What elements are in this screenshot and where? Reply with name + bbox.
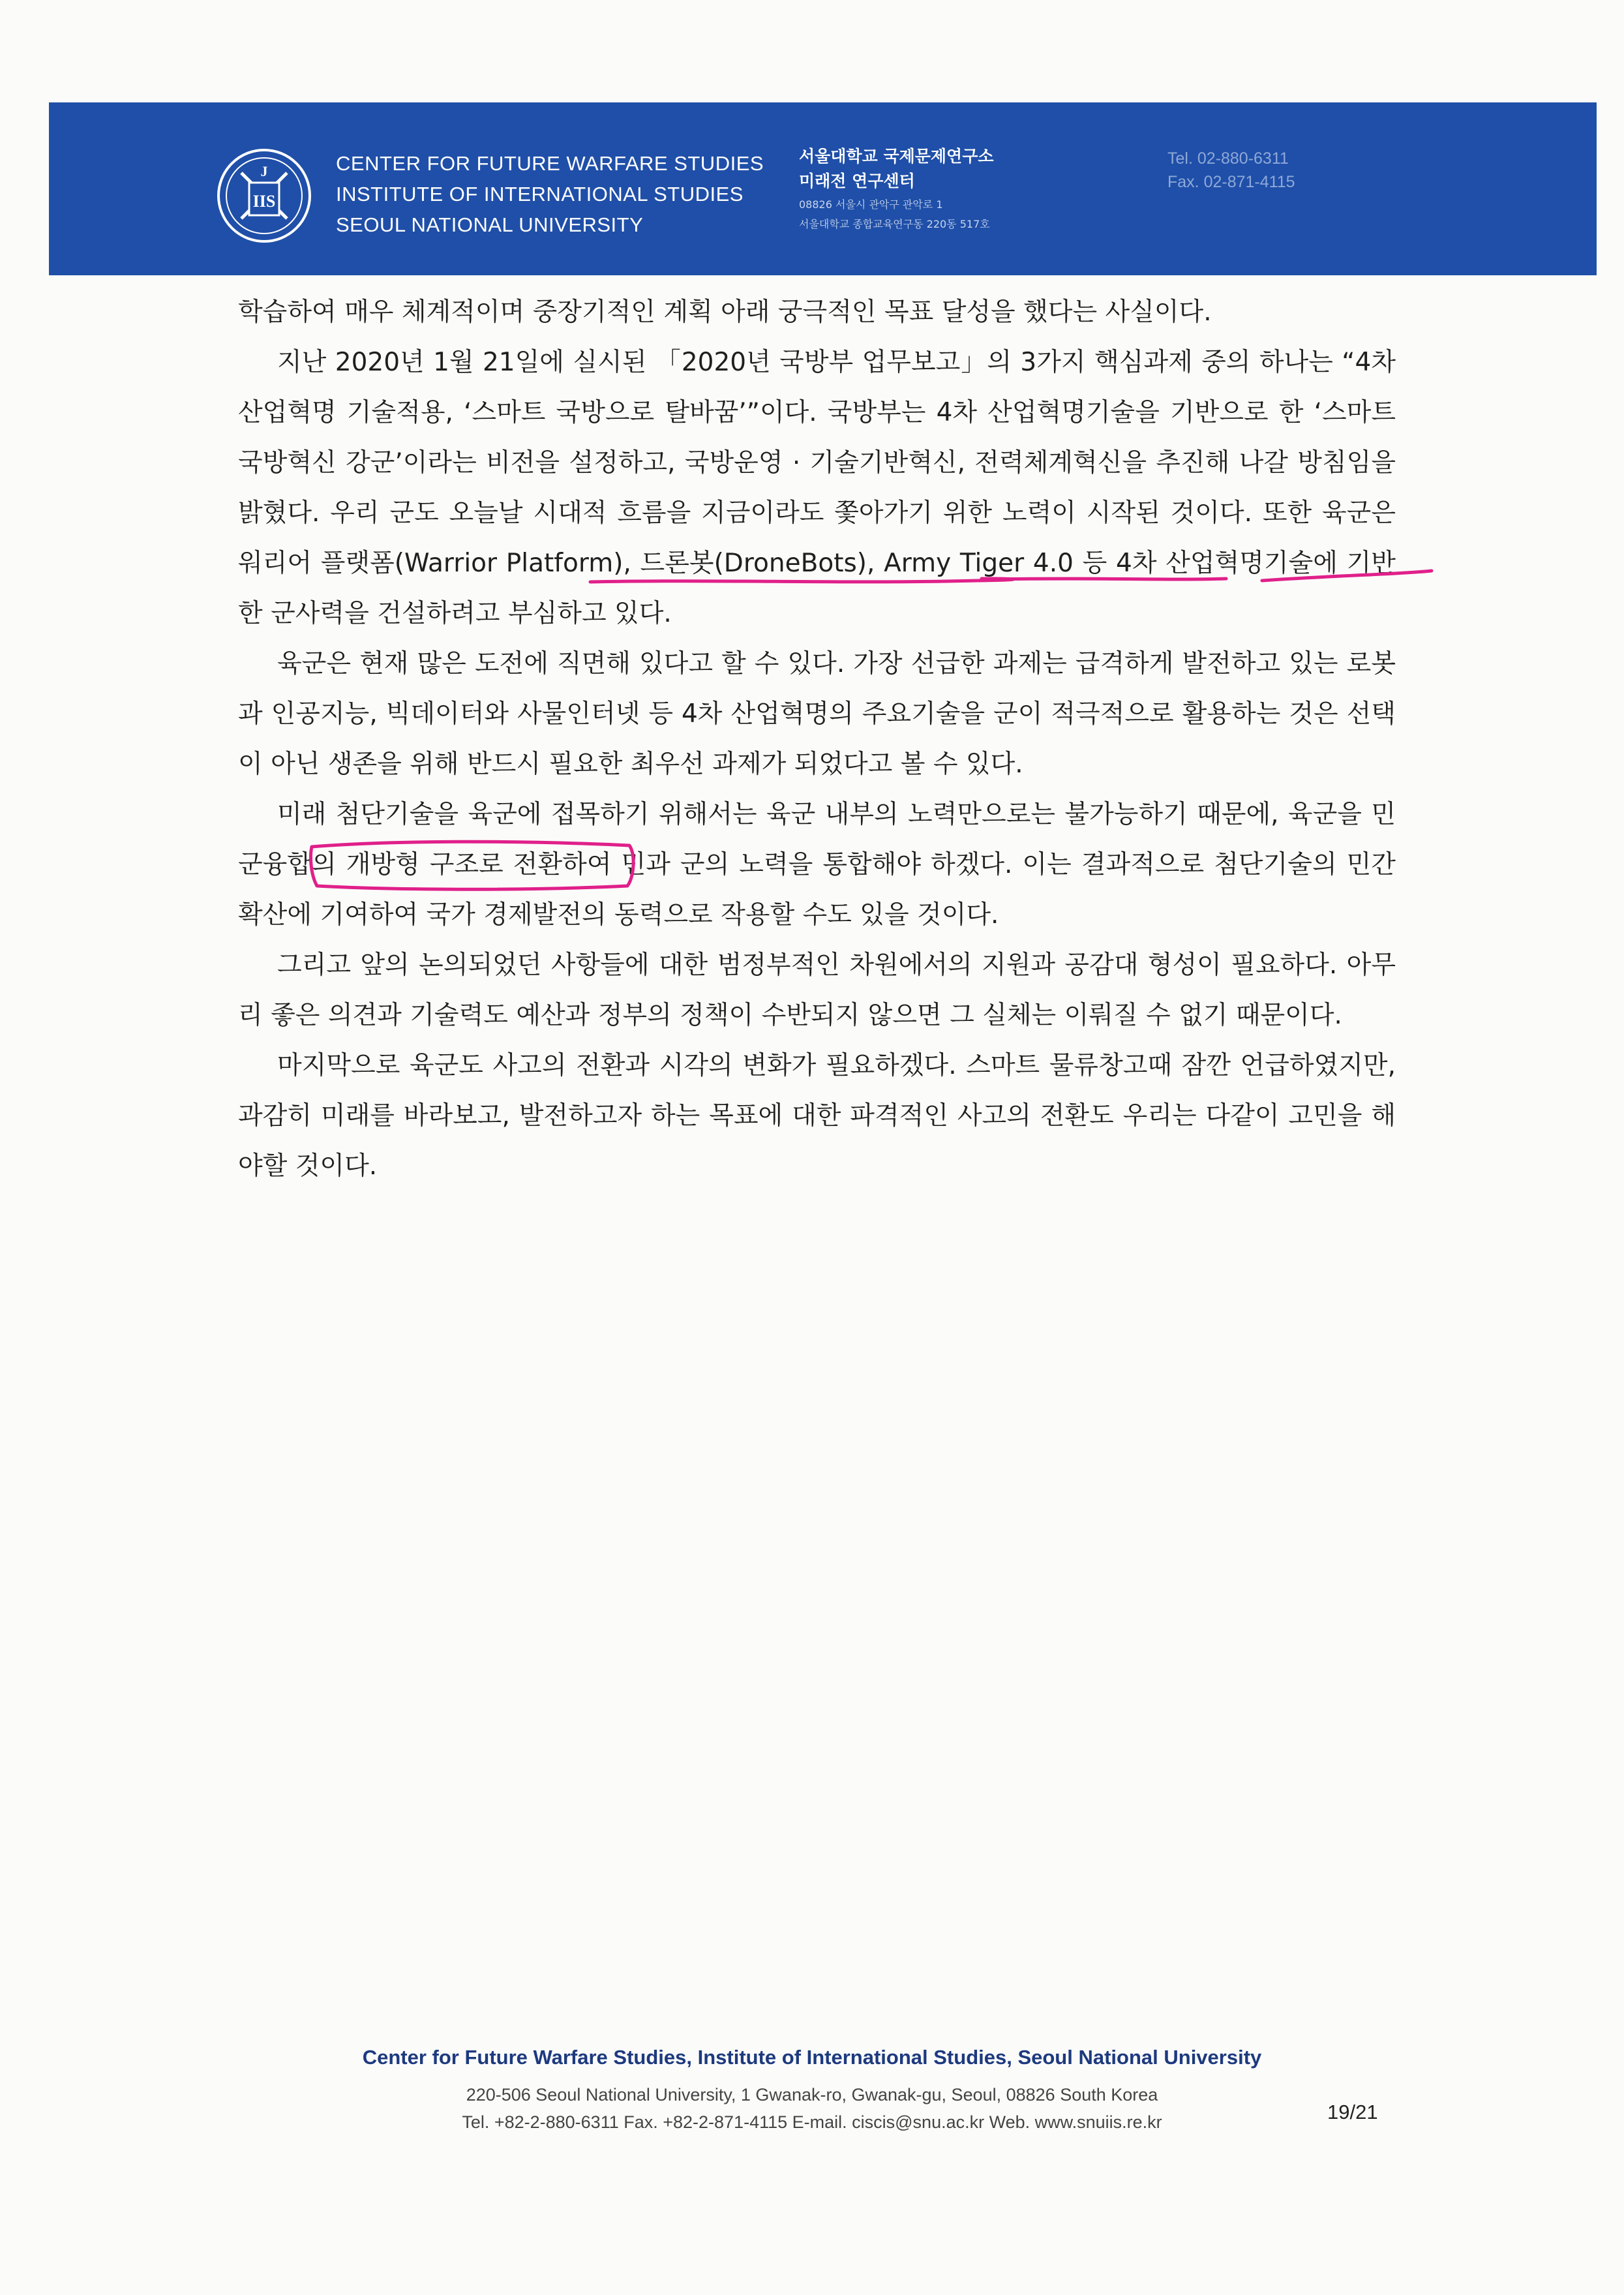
footer-address: 220-506 Seoul National University, 1 Gwanak-ro, Gwanak-gu, Seoul, 08826 South Korea [466,2085,1158,2105]
svg-text:J: J [260,163,268,179]
footer-title: Center for Future Warfare Studies, Institute of International Studies, Seoul National University [362,2046,1262,2069]
paragraph-6: 마지막으로 육군도 사고의 전환과 시각의 변화가 필요하겠다. 스마트 물류창고때 잠깐 언급하였지만, 과감히 미래를 바라보고, 발전하고자 하는 목표에 대한 파격적인 사고의 전환도 우리는 다같이 고민을 해야할 것이다. [238,1051,1396,1181]
university-seal-logo [215,147,313,245]
paragraph-3: 육군은 현재 많은 도전에 직면해 있다고 할 수 있다. 가장 선급한 과제는 급격하게 발전하고 있는 로봇과 인공지능, 빅데이터와 사물인터넷 등 4차 산업혁명의 주요기술을 군이 적극적으로 활용하는 것은 선택이 아닌 생존을 위해 반드시 필요한 최우선 과제가 되었다고 볼 수 있다. [238,649,1396,779]
document-body [238,287,1396,1191]
letterhead-footer [0,2042,1624,2136]
svg-text:IIS: IIS [252,192,276,211]
paragraph-1: 학습하여 매우 체계적이며 중장기적인 계획 아래 궁극적인 목표 달성을 했다는 사실이다. [238,297,1212,327]
paragraph-4: 미래 첨단기술을 육군에 접목하기 위해서는 육군 내부의 노력만으로는 불가능하기 때문에, 육군을 민군융합의 개방형 구조로 전환하여 민과 군의 노력을 통합해야 하겠다. 이는 결과적으로 첨단기술의 민간 확산에 기여하여 국가 경제발전의 동력으로 작용할 수도 있을 것이다. [238,800,1396,930]
page-number: 19/21 [1327,2101,1378,2123]
kr-line-1: 서울대학교 국제문제연구소 [799,147,994,166]
kr-line-2: 미래전 연구센터 [799,172,915,190]
header-tel: Tel. 02-880-6311 [1167,149,1289,168]
en-line-3: SEOUL NATIONAL UNIVERSITY [336,213,644,236]
kr-address-1: 08826 서울시 관악구 관악로 1 [799,198,943,211]
header-fax: Fax. 02-871-4115 [1167,173,1295,191]
header-contact [1167,147,1295,194]
en-line-2: INSTITUTE OF INTERNATIONAL STUDIES [336,183,744,205]
letterhead-banner [49,102,1597,275]
en-line-1: CENTER FOR FUTURE WARFARE STUDIES [336,152,764,175]
paragraph-5: 그리고 앞의 논의되었던 사항들에 대한 범정부적인 차원에서의 지원과 공감대 형성이 필요하다. 아무리 좋은 의견과 기술력도 예산과 정부의 정책이 수반되지 않으면 그 실체는 이뤄질 수 없기 때문이다. [238,950,1396,1030]
kr-address-2: 서울대학교 종합교육연구동 220동 517호 [799,218,990,230]
footer-contact: Tel. +82-2-880-6311 Fax. +82-2-871-4115 E-mail. ciscis@snu.ac.kr Web. www.snuiis.re.kr [462,2112,1162,2132]
institution-name-english [336,148,764,240]
institution-name-korean [799,144,994,233]
paragraph-2: 지난 2020년 1월 21일에 실시된 「2020년 국방부 업무보고」의 3가지 핵심과제 중의 하나는 “4차 산업혁명 기술적용, ‘스마트 국방으로 탈바꿈’”이다. 국방부는 4차 산업혁명기술을 기반으로 한 ‘스마트 국방혁신 강군’이라는 비전을 설정하고, 국방운영 · 기술기반혁신, 전력체계혁신을 추진해 나갈 방침임을 밝혔다. 우리 군도 오늘날 시대적 흐름을 지금이라도 쫓아가기 위한 노력이 시작된 것이다. 또한 육군은 워리어 플랫폼(Warrior Platform), 드론봇(DroneBots), Army Tiger 4.0 등 4차 산업혁명기술에 기반한 군사력을 건설하려고 부심하고 있다. [238,348,1396,628]
